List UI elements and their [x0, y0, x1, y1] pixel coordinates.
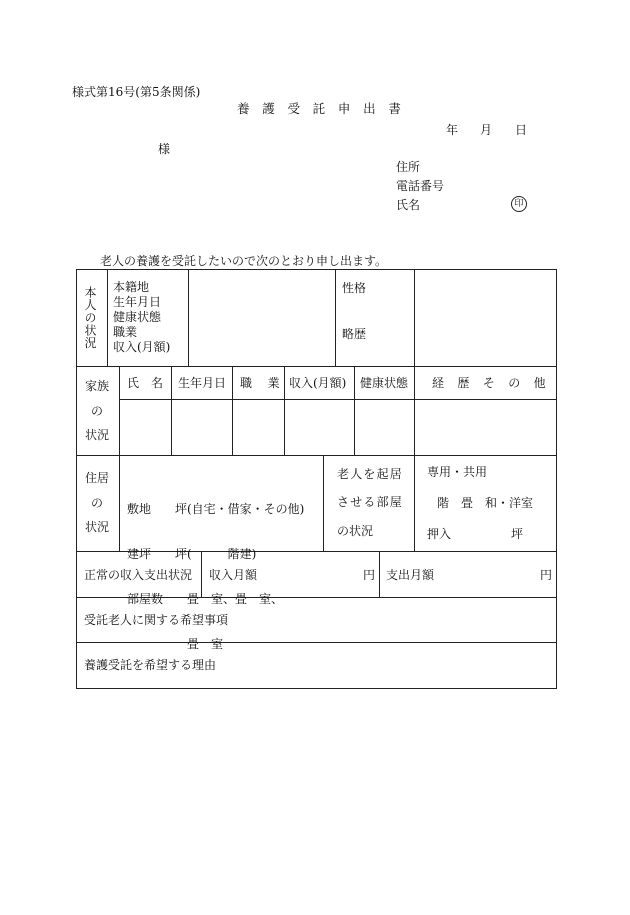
- history-label: 略歴: [342, 327, 367, 341]
- room-heading-3: の状況: [337, 524, 374, 538]
- expense-unit: 円: [540, 568, 553, 582]
- phone-label: 電話番号: [396, 179, 445, 193]
- date-month: 月: [480, 123, 493, 137]
- intro-text: 老人の養護を受託したいので次のとおり申し出ます。: [100, 254, 388, 268]
- field-occupation: 職業: [113, 325, 138, 339]
- family-heading-1: 家族: [85, 379, 110, 393]
- family-col-history: 経 歴 そ の 他: [432, 376, 551, 390]
- income-label: 収入月額: [209, 568, 258, 582]
- addressee-suffix: 様: [158, 142, 171, 156]
- seal-mark: 印: [511, 196, 527, 212]
- room-closet: 押入 坪: [427, 527, 524, 541]
- family-col-income: 収入(月額): [289, 376, 347, 390]
- family-col-name: 氏 名: [127, 376, 164, 390]
- room-heading-1: 老人を起居: [337, 467, 404, 481]
- family-col-occupation: 職 業: [240, 376, 282, 390]
- address-label: 住所: [396, 160, 421, 174]
- field-health: 健康状態: [113, 310, 162, 324]
- field-birthdate: 生年月日: [113, 295, 162, 309]
- field-honseki: 本籍地: [113, 280, 150, 294]
- room-usage: 専用・共用: [427, 465, 488, 479]
- form-title: 養 護 受 託 申 出 書: [237, 101, 406, 116]
- income-expense-label: 正常の収入支出状況: [84, 568, 193, 582]
- field-income: 収入(月額): [113, 340, 171, 354]
- home-rooms-line-2: 畳 室: [127, 637, 224, 651]
- self-fields: [113, 280, 170, 355]
- wishes-label: 受託老人に関する希望事項: [84, 613, 229, 627]
- home-rooms-line: 部屋数 畳 室、畳 室、: [127, 592, 284, 606]
- name-label: 氏名: [396, 198, 421, 212]
- reason-label: 養護受託を希望する理由: [84, 658, 217, 672]
- home-land-line: 敷地 坪(自宅・借家・その他): [127, 502, 305, 516]
- self-section-heading: 本人の状況: [83, 286, 97, 349]
- home-heading-1: 住居: [85, 471, 110, 485]
- room-size: 階 畳 和・洋室: [437, 496, 534, 510]
- expense-label: 支出月額: [386, 568, 435, 582]
- income-unit: 円: [363, 568, 376, 582]
- family-heading-2: の: [91, 404, 104, 418]
- home-heading-3: 状況: [85, 520, 110, 534]
- personality-label: 性格: [342, 281, 367, 295]
- home-building-line: 建坪 坪( 階建): [127, 547, 257, 561]
- family-col-health: 健康状態: [360, 376, 409, 390]
- family-heading-3: 状況: [85, 428, 110, 442]
- date-year: 年: [446, 123, 459, 137]
- date-day: 日: [515, 123, 528, 137]
- room-heading-2: させる部屋: [337, 495, 404, 509]
- form-number: 様式第16号(第5条関係): [72, 85, 201, 99]
- family-col-birthdate: 生年月日: [178, 376, 227, 390]
- home-heading-2: の: [91, 496, 104, 510]
